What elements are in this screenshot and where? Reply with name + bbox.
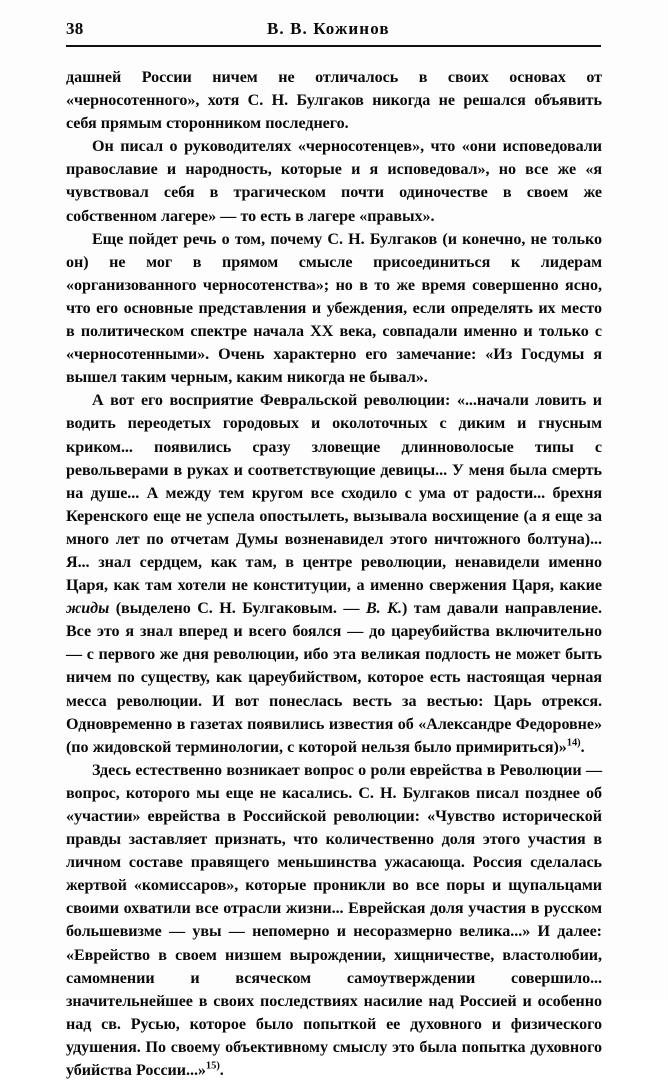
body-paragraph [66,66,602,135]
text-run: ) там давали направление. Все это я знал вперед и всего боялся — до цареубийства включительно — с первого же дня революции, ибо эта великая подлость не может быть ничем по существу, как цареубийством, которое есть настоящая черная месса революции. И вот понеслась весть за вестью: Царь отрекся. Одновременно в газетах появились известия об «Александре Федоровне» (по жидовской терминологии, с которой нельзя было примириться)» [66,600,602,756]
footnote-marker: 14) [566,737,581,749]
text-run: Здесь естественно возникает вопрос о роли еврейства в Революции — вопрос, которого мы еще не касались. С. Н. Булгаков писал позднее об «участии» еврейства в Российской революции: «Чувство исторической правды заставляет признать, что количественно доля этого участия в личном составе правящего меньшинства ужасающа. Россия сделалась жертвой «комиссаров», которые проникли во все поры и щупальцами своими охватили все отрасли жизни... Еврейская доля участия в русском большевизме — увы — непомерно и несоразмерно велика...» И далее: «Еврейство в своем низшем вырождении, хищничестве, властолюбии, самомнении и всяческом самоутверждении совершило... значительнейшее в своих последствиях насилие над Россией и особенно над св. Русью, которое было попыткой ее духовного и физического удушения. По своему объективному смыслу это была попытка духовного убийства России...» [66,761,602,1080]
running-header-author: В. В. Кожинов [266,19,390,38]
body-text-column [66,66,602,1082]
text-run: Еще пойдет речь о том, почему С. Н. Булгаков (и конечно, не только он) не мог в прямом смысле присоединиться к лидерам «организованного черносотенства»; но в то же время совершенно ясно, что его основные представления и убеждения, если определять их место в политическом спектре начала ХХ века, совпадали именно и только с «черносотенными». Очень характерно его замечание: «Из Госдумы я вышел таким черным, каким никогда не бывал». [66,230,602,387]
emphasis-italic: жиды [66,600,110,618]
running-header [66,20,601,44]
body-paragraph [66,228,602,390]
header-divider-rule [66,45,601,47]
text-run: дашней России ничем не отличалось в своих основах от «черносотенного», хотя С. Н. Булгаков никогда не решался объявить себя прямым сторонником последнего. [66,69,602,133]
page-number: 38 [66,19,84,38]
footnote-marker: 15) [205,1060,220,1072]
body-paragraph [66,759,602,1082]
text-run: . [580,738,585,756]
text-run: (выделено С. Н. Булгаковым. — [109,600,366,618]
text-run: А вот его восприятие Февральской революции: «...начали ловить и водить переодетых городовых и околоточных с диким и гнусным криком... появились сразу зловещие длинноволосые типы с револьверами в руках и соответствующие девицы... У меня была смерть на душе... А между тем кругом все сходило с ума от радости... брехня Керенского еще не успела опостылеть, вызывала восхищение (а я еще за много лет по отчетам Думы возненавидел этого ничтожного болтуна)... Я... знал сердцем, как там, в центре революции, ненавидели именно Царя, как там хотели не конституции, а именно свержения Царя, какие [66,392,602,595]
text-run: Он писал о руководителях «черносотенцев», что «они исповедовали православие и народность, которые и я исповедовал», но все же «я чувствовал себя в трагическом почти одиночестве в своем же собственном лагере» — то есть в лагере «правых». [66,138,602,225]
body-paragraph [66,389,602,759]
emphasis-italic: В. К. [365,600,402,618]
text-run: . [219,1062,224,1080]
body-paragraph [66,135,602,227]
